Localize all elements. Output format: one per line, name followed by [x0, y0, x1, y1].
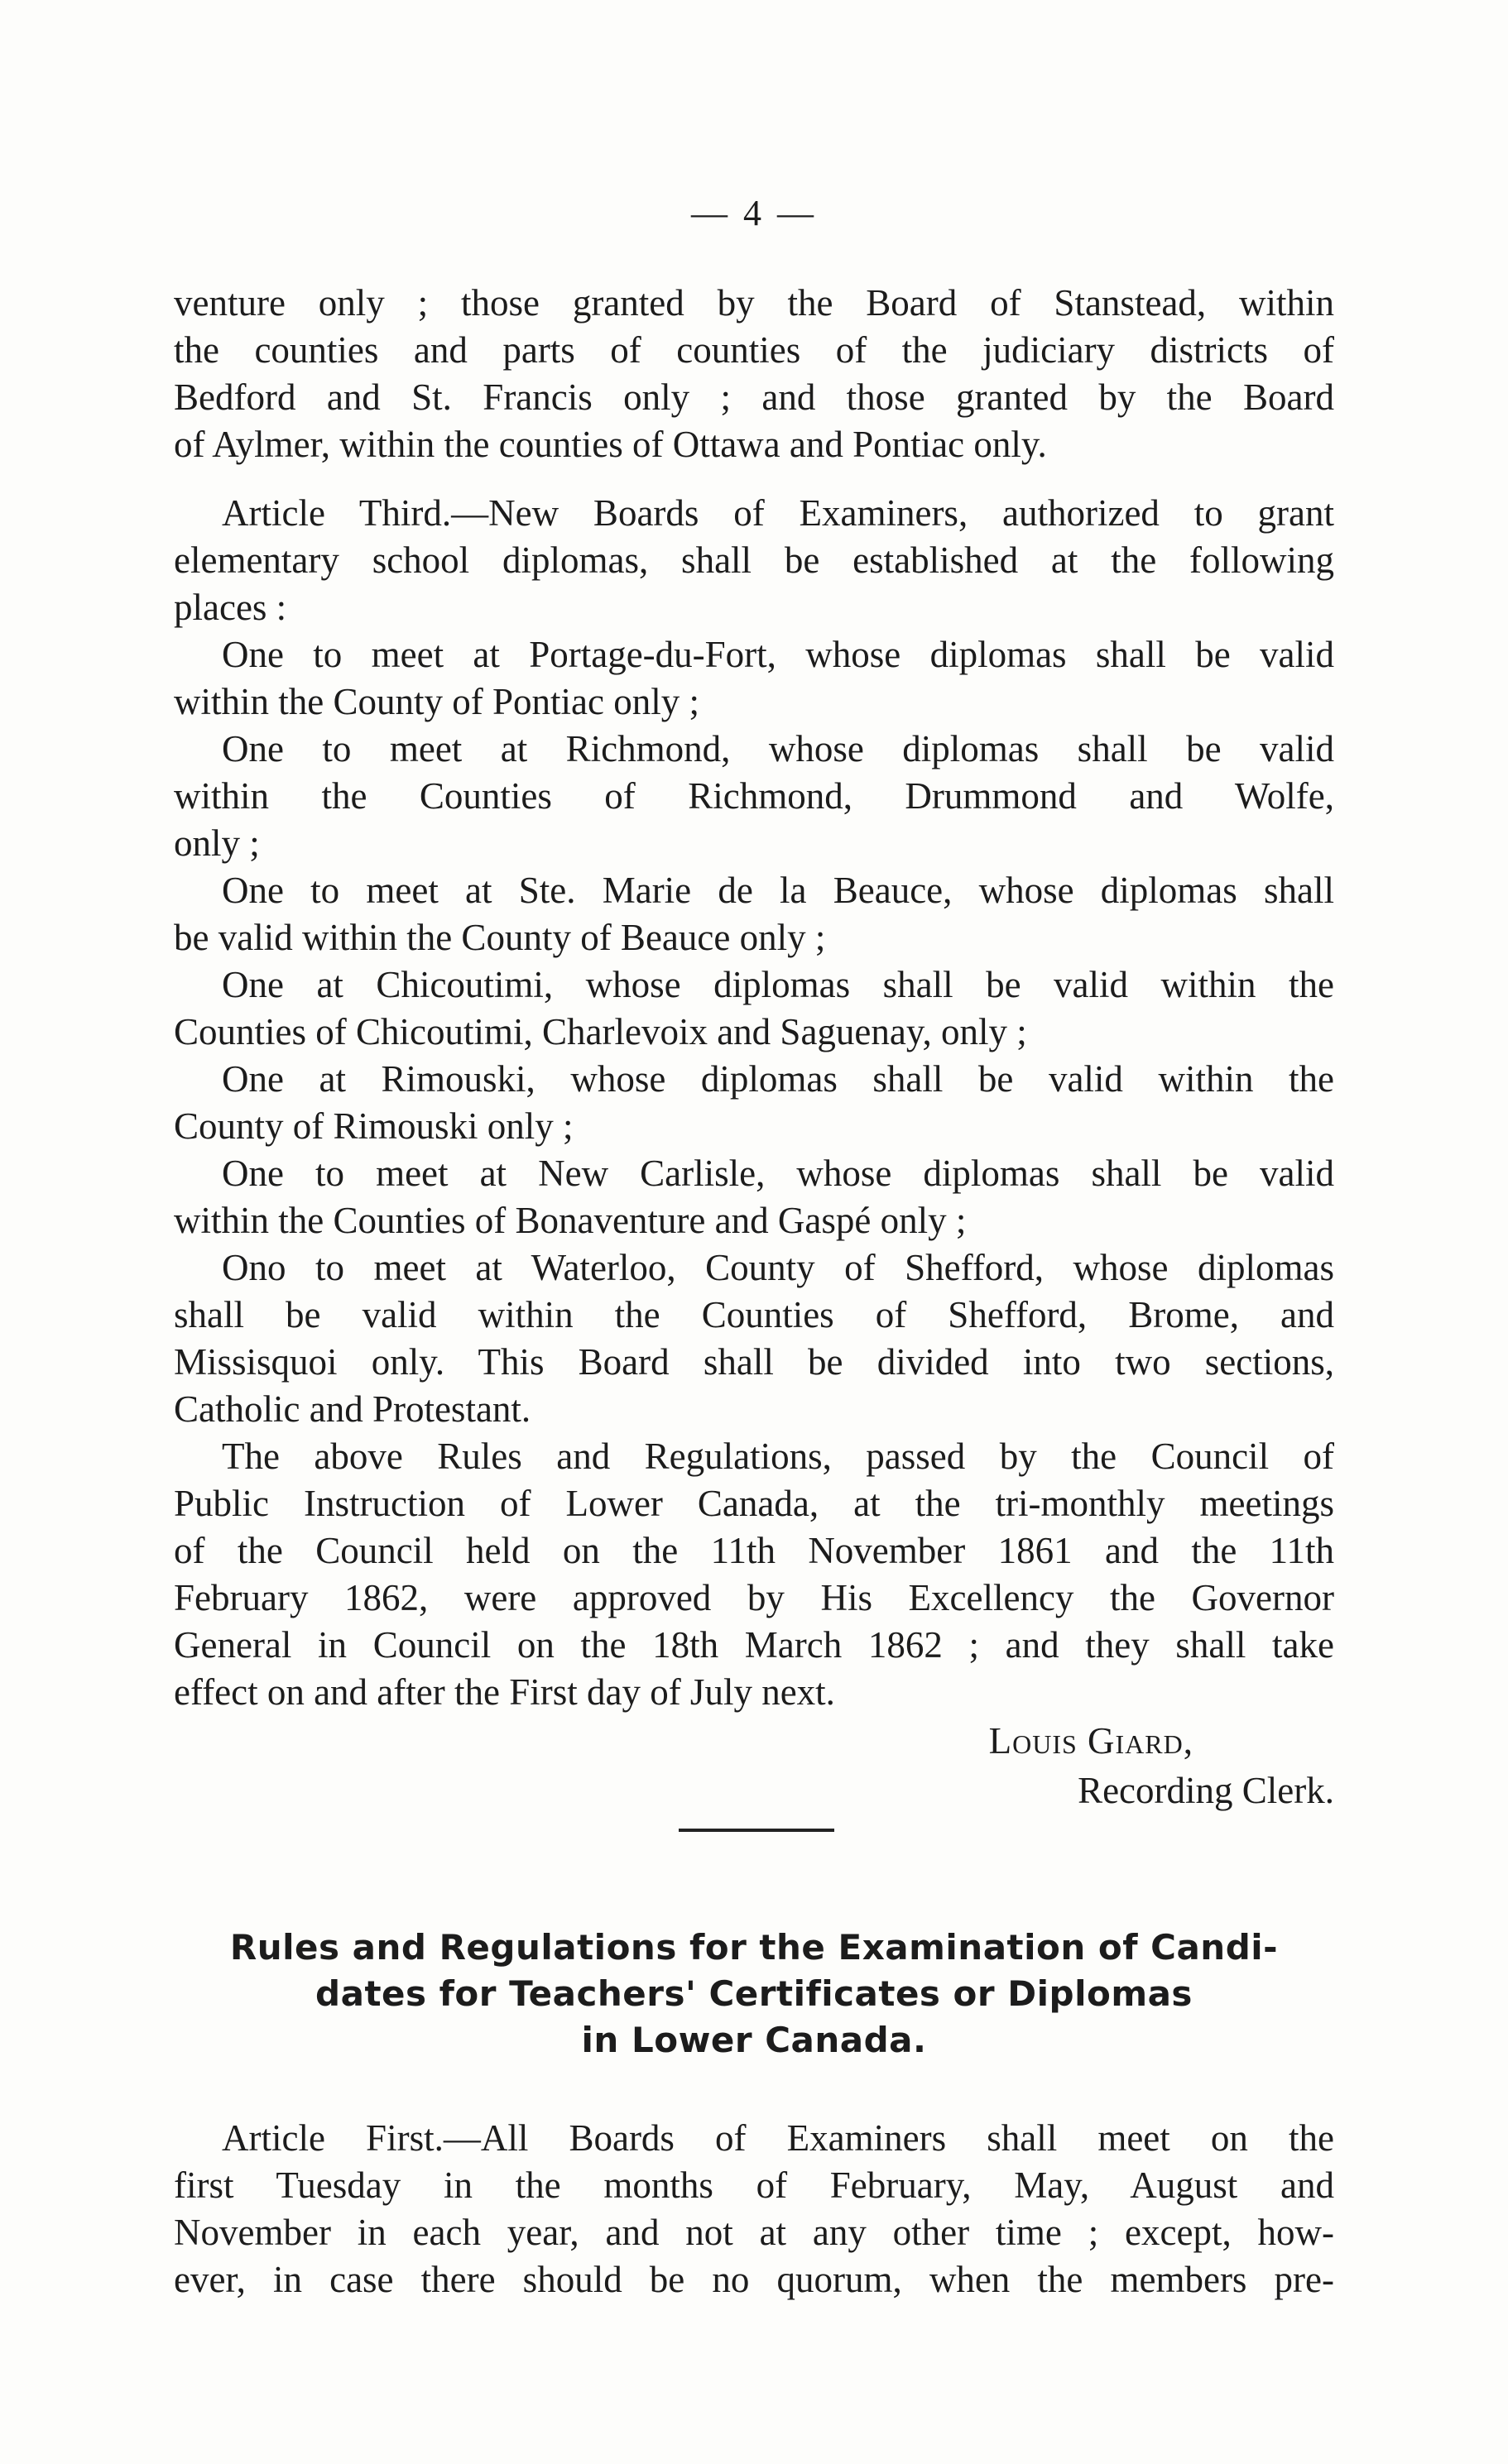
- signatory-title: Recording Clerk.: [1078, 1770, 1334, 1811]
- text-line: One to meet at Ste. Marie de la Beauce, whose diplomas shall: [222, 870, 1334, 911]
- text-line: February 1862, were approved by His Excellency the Governor: [174, 1577, 1334, 1618]
- text-line: Public Instruction of Lower Canada, at the tri-monthly meetings: [174, 1483, 1334, 1524]
- text-line: within the Counties of Richmond, Drummond and Wolfe,: [174, 775, 1334, 817]
- text-line: only ;: [174, 822, 260, 864]
- text-line: One at Chicoutimi, whose diplomas shall be valid within the: [222, 964, 1334, 1005]
- heading-line: dates for Teachers' Certificates or Diplomas: [315, 1973, 1193, 2014]
- text-line: Ono to meet at Waterloo, County of Shefford, whose diplomas: [222, 1247, 1334, 1288]
- page-number: — 4 —: [691, 193, 817, 233]
- text-line: within the Counties of Bonaventure and Gaspé only ;: [174, 1200, 967, 1241]
- text-line: effect on and after the First day of July next.: [174, 1671, 835, 1713]
- text-line: within the County of Pontiac only ;: [174, 681, 699, 722]
- text-line: One to meet at New Carlisle, whose diplomas shall be valid: [222, 1153, 1334, 1194]
- text-line: Article Third.—New Boards of Examiners, authorized to grant: [222, 492, 1334, 534]
- signatory-name: Louis Giard,: [988, 1720, 1193, 1762]
- text-line: the counties and parts of counties of the judiciary districts of: [174, 329, 1334, 371]
- place-entry: [174, 631, 1334, 726]
- section-divider: [679, 1829, 834, 1832]
- body-text-bottom: [174, 2115, 1334, 2303]
- section-heading: [174, 1925, 1334, 2064]
- text-line: first Tuesday in the months of February, May, August and: [174, 2164, 1334, 2206]
- paragraph-continuation: [174, 280, 1334, 468]
- place-entry: [174, 1056, 1334, 1150]
- text-line: be valid within the County of Beauce only ;: [174, 917, 826, 958]
- heading-line: Rules and Regulations for the Examination of Candi-: [229, 1927, 1279, 1968]
- text-line: Missisquoi only. This Board shall be divided into two sections,: [174, 1341, 1334, 1383]
- text-line: Article First.—All Boards of Examiners shall meet on the: [222, 2117, 1334, 2159]
- text-line: shall be valid within the Counties of Shefford, Brome, and: [174, 1294, 1334, 1335]
- text-line: of Aylmer, within the counties of Ottawa and Pontiac only.: [174, 424, 1047, 465]
- place-entry: [174, 1150, 1334, 1244]
- place-entry: [174, 961, 1334, 1056]
- text-line: elementary school diplomas, shall be established at the following: [174, 539, 1334, 581]
- article-first: [174, 2115, 1334, 2303]
- text-line: of the Council held on the 11th November 1861 and the 11th: [174, 1530, 1334, 1571]
- heading-line: in Lower Canada.: [581, 2020, 927, 2060]
- place-entry: [174, 1244, 1334, 1433]
- approval-paragraph: [174, 1433, 1334, 1716]
- article-third: [174, 490, 1334, 631]
- text-line: ever, in case there should be no quorum, when the members pre-: [174, 2259, 1334, 2300]
- signature-block: [174, 1716, 1334, 1815]
- text-line: The above Rules and Regulations, passed by the Council of: [222, 1436, 1334, 1477]
- place-entry: [174, 867, 1334, 961]
- body-text-top: [174, 280, 1334, 1815]
- document-page: [174, 0, 1334, 2464]
- text-line: One to meet at Portage-du-Fort, whose diplomas shall be valid: [222, 634, 1334, 675]
- place-entry: [174, 726, 1334, 867]
- text-line: One to meet at Richmond, whose diplomas shall be valid: [222, 728, 1334, 769]
- text-line: County of Rimouski only ;: [174, 1105, 574, 1147]
- text-line: November in each year, and not at any other time ; except, how-: [174, 2212, 1334, 2253]
- text-line: Catholic and Protestant.: [174, 1388, 531, 1430]
- text-line: venture only ; those granted by the Board of Stanstead, within: [174, 282, 1334, 324]
- text-line: places :: [174, 587, 287, 628]
- text-line: Counties of Chicoutimi, Charlevoix and Saguenay, only ;: [174, 1011, 1027, 1052]
- text-line: One at Rimouski, whose diplomas shall be valid within the: [222, 1058, 1334, 1100]
- text-line: Bedford and St. Francis only ; and those granted by the Board: [174, 376, 1334, 418]
- text-line: General in Council on the 18th March 1862 ; and they shall take: [174, 1624, 1334, 1666]
